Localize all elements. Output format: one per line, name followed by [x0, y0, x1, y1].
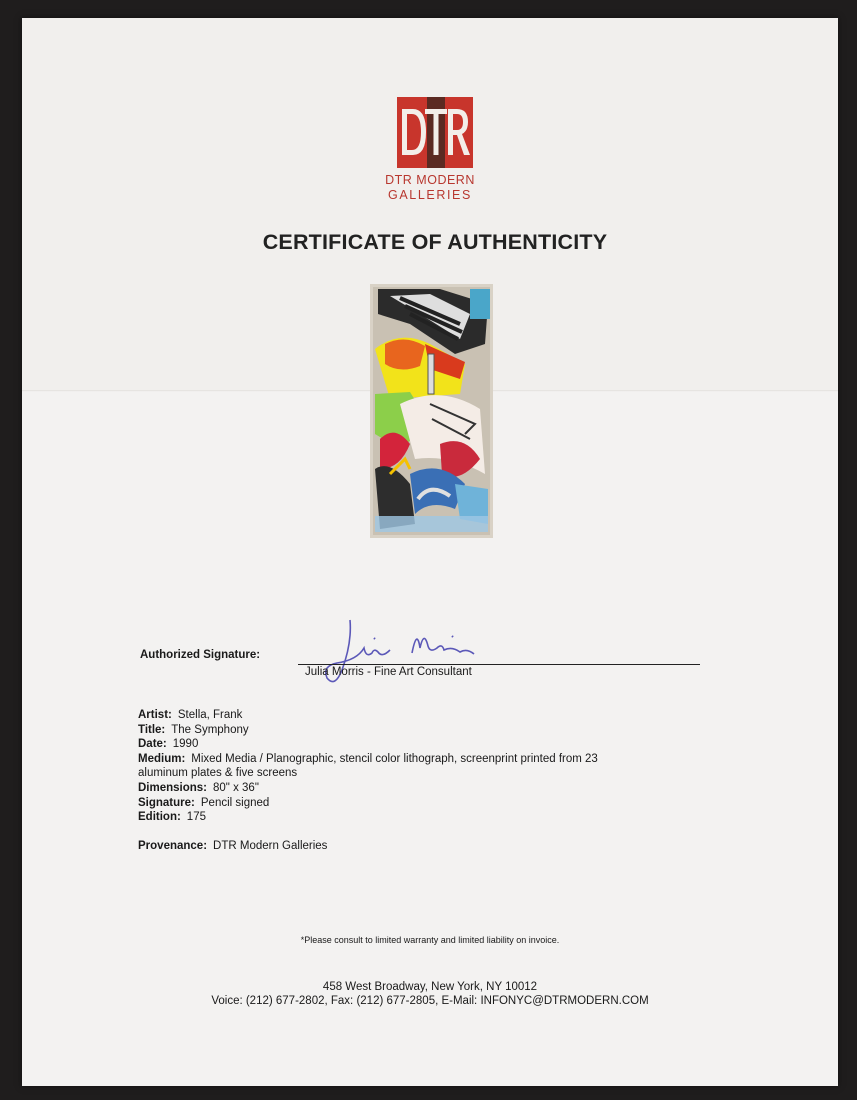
dimensions-value: 80" x 36": [213, 781, 259, 794]
detail-title: [138, 723, 698, 738]
signature-detail-label: Signature:: [138, 796, 195, 809]
disclaimer-text: *Please consult to limited warranty and limited liability on invoice.: [300, 935, 560, 945]
detail-medium: [138, 752, 698, 781]
artwork-details: [138, 708, 698, 825]
provenance-value: DTR Modern Galleries: [213, 840, 328, 852]
dimensions-label: Dimensions:: [138, 781, 208, 794]
signature-detail-value: Pencil signed: [200, 796, 270, 809]
detail-date: [138, 737, 698, 752]
provenance: [138, 840, 327, 852]
title-label: Title:: [138, 723, 166, 736]
authorized-signature-label: Authorized Signature:: [140, 649, 261, 661]
footer-address: 458 West Broadway, New York, NY 10012: [322, 981, 538, 993]
detail-signature: [138, 796, 698, 811]
edition-label: Edition:: [138, 811, 181, 824]
medium-value-line-2: aluminum plates & five screens: [138, 767, 298, 780]
detail-dimensions: [138, 781, 698, 796]
medium-value-line-1: Mixed Media / Planographic, stencil color lithograph, screenprint printed from 23: [191, 752, 598, 765]
brand-name-line-1: DTR MODERN: [385, 173, 475, 187]
date-value: 1990: [172, 738, 199, 751]
artwork-thumbnail: [370, 284, 493, 538]
edition-value: 175: [186, 811, 206, 824]
detail-artist: [138, 708, 698, 723]
certificate-title: CERTIFICATE OF AUTHENTICITY: [262, 230, 608, 254]
title-value: The Symphony: [171, 723, 249, 736]
medium-label: Medium:: [138, 752, 186, 765]
brand-name-line-2: GALLERIES: [388, 188, 472, 202]
artist-label: Artist:: [138, 709, 172, 721]
certificate-page: [22, 18, 838, 1086]
handwritten-signature: [302, 608, 492, 693]
date-label: Date:: [138, 738, 167, 751]
detail-edition: [138, 810, 698, 825]
artist-value: Stella, Frank: [177, 709, 243, 721]
signature-line: [298, 664, 700, 665]
dtr-logo: [397, 97, 473, 168]
signer-name: Julia Morris - Fine Art Consultant: [305, 666, 472, 678]
footer-contact: Voice: (212) 677-2802, Fax: (212) 677-2805, E-Mail: INFONYC@DTRMODERN.COM: [211, 995, 649, 1007]
provenance-label: Provenance:: [138, 840, 208, 852]
